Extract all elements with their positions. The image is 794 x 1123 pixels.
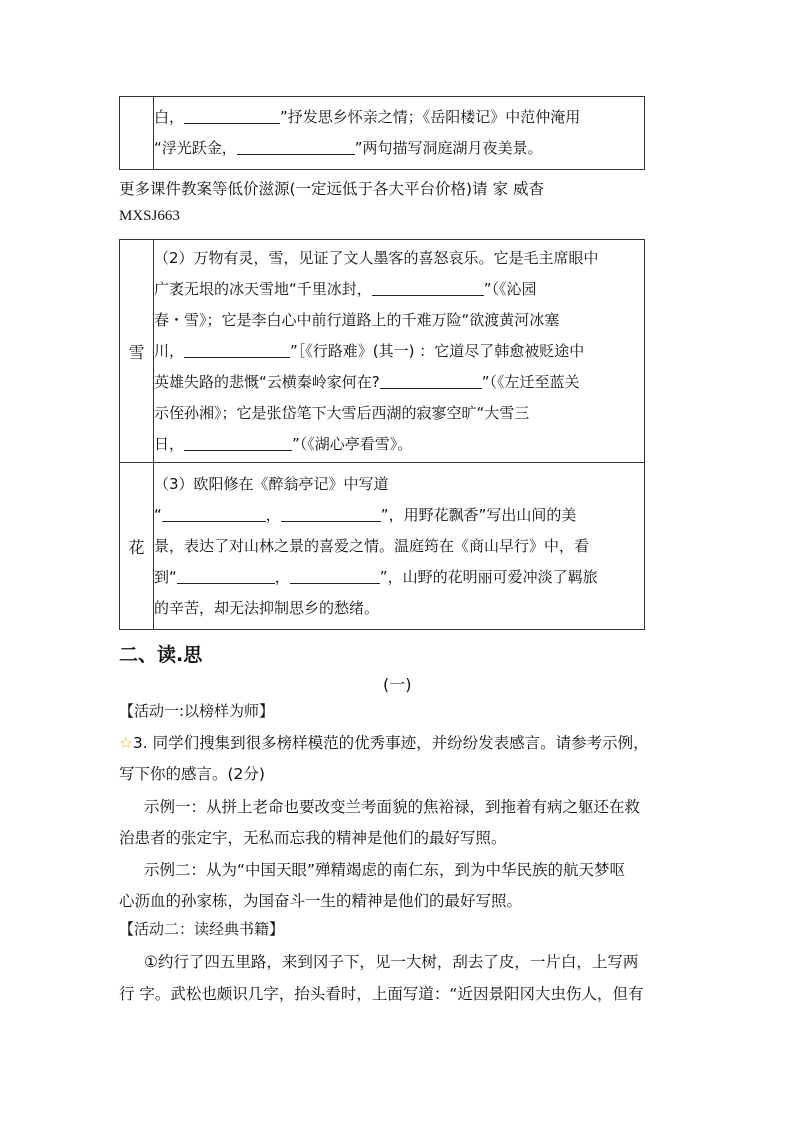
activity-two-heading: 【活动二：读经典书籍】: [119, 920, 285, 938]
answer-blank[interactable]: [380, 370, 482, 389]
answer-blank[interactable]: [184, 432, 292, 451]
source-note: 更多课件教案等低价滋源(一定远低于各大平台价格)请 家 威杳: [119, 180, 544, 198]
answer-blank[interactable]: [184, 105, 280, 124]
example-two-line-1: 示例二：从为“中国天眼”殚精竭虑的南仁东，到为中华民族的航天梦呕: [144, 861, 626, 879]
example-two-line-2: 心沥血的孙家栋，为国奋斗一生的精神是他们的最好写照。: [119, 892, 523, 910]
question-3-line-1: ☆3. 同学们搜集到很多榜样模范的优秀事迹，并纷纷发表感言。请参考示例，: [119, 734, 649, 752]
section-title: 二、读.思: [119, 644, 203, 666]
example-one-line-2: 治患者的张定宇，无私而忘我的精神是他们的最好写照。: [119, 829, 507, 847]
example-one-line-1: 示例一：从拼上老命也要改变兰考面貌的焦裕禄，到拖着有病之躯还在救: [144, 798, 641, 816]
table-text-line: 白， ”抒发思乡怀亲之情；《岳阳楼记》中范仲淹用: [154, 102, 644, 133]
reading-line-2: 行 字。武松也颇识几字，抬头看时，上面写道：“近因景阳冈大虫伤人，但有: [119, 985, 644, 1003]
star-icon: ☆: [119, 734, 133, 752]
snow-text-cell: （2）万物有灵，雪，见证了文人墨客的喜怒哀乐。它是毛主席眼中 广袤无垠的冰天雪地“千里冰封， ”（《沁园 春・雪》；它是李白心中前行道路上的千难万险“欲渡黄河冰塞 川， ”［《行路难》(其一) ：它道尽了韩愈被贬途中 英雄失路的悲慨“云横秦岭家何在? ”（《左迁至蓝关 示侄孙湘》；它是张岱笔下大雪后西湖的寂寥空旷“大雪三 日， ”（《湖心亭看雪》。: [154, 240, 645, 463]
answer-blank[interactable]: [184, 339, 290, 358]
table-text-line: “浮光跃金， ”两句描写洞庭湖月夜美景。: [154, 133, 644, 164]
subsection-heading: (一): [383, 675, 412, 694]
category-flower: 花: [120, 463, 154, 630]
category-snow: 雪: [120, 240, 154, 463]
table-continued: [119, 96, 645, 170]
question-3-line-2: 写下你的感言。(2分): [119, 765, 265, 783]
answer-blank[interactable]: [162, 503, 266, 522]
answer-blank[interactable]: [177, 565, 275, 584]
table-category-cell: [120, 97, 154, 170]
poetry-table: [119, 239, 645, 630]
flower-text-cell: （3）欧阳修在《醉翁亭记》中写道 “ ， ”，用野花飘香”写出山间的美 景，表达了对山林之景的喜爱之情。温庭筠在《商山早行》中，看 到“ ， ”，山野的花明丽可爱冲淡了羁旅 的辛苦，却无法抑制思乡的愁绪。: [154, 463, 645, 630]
activity-one-heading: 【活动一:以榜样为师】: [119, 702, 275, 720]
answer-blank[interactable]: [281, 503, 381, 522]
answer-blank[interactable]: [372, 277, 484, 296]
answer-blank[interactable]: [290, 565, 380, 584]
reading-line-1: ①约行了四五里路，来到冈子下，见一大树，刮去了皮，一片白，上写两: [144, 953, 639, 971]
source-id: MXSJ663: [119, 208, 180, 224]
table-text-cell: [154, 97, 645, 170]
answer-blank[interactable]: [237, 136, 355, 155]
